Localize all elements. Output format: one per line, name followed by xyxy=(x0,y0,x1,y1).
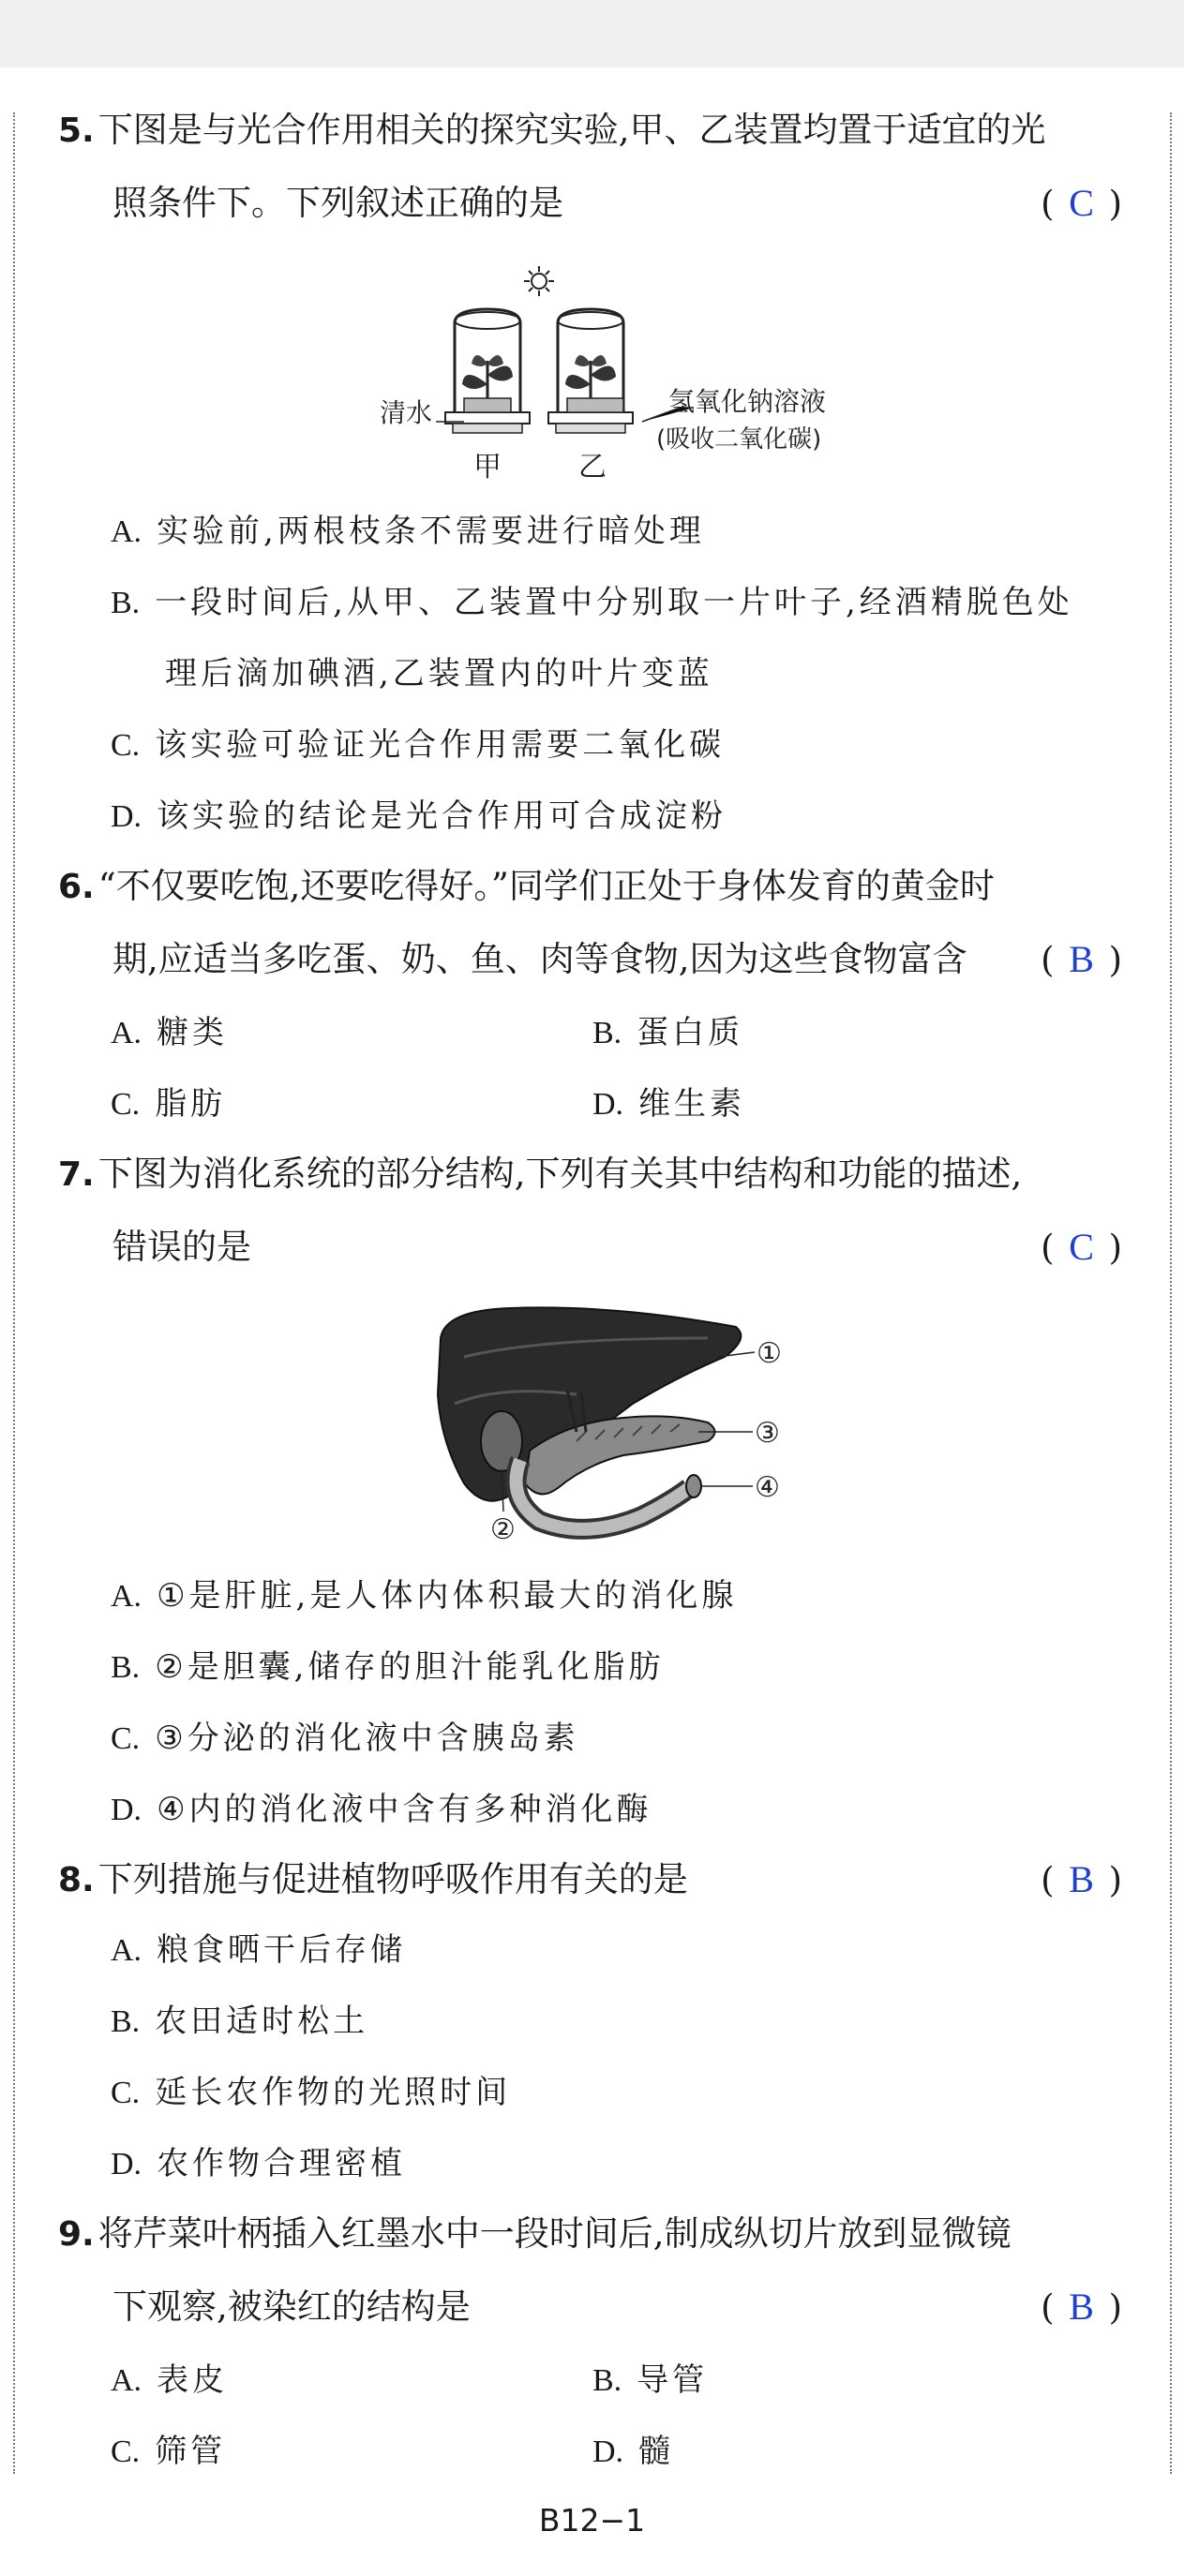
q9-option-b[interactable]: B. 导管 xyxy=(592,2361,709,2399)
answer-letter: C xyxy=(1069,182,1094,224)
answer-bracket: ( B ) xyxy=(1041,1858,1122,1900)
question-6 xyxy=(58,867,1122,979)
photosynthesis-apparatus-figure xyxy=(370,253,858,487)
question-number: 6. xyxy=(58,868,95,906)
question-number: 9. xyxy=(58,2215,95,2254)
question-7-line-2: 错误的是 xyxy=(112,1227,251,1267)
question-number: 5. xyxy=(58,112,95,150)
label-3: ③ xyxy=(755,1417,780,1450)
digestive-system-figure xyxy=(427,1301,820,1544)
question-6-line-2: 期,应适当多吃蛋、奶、鱼、肉等食物,因为这些食物富含 xyxy=(112,939,967,979)
question-6-line-1: 6. “不仅要吃饱,还要吃得好。”同学们正处于身体发育的黄金时 xyxy=(58,866,995,906)
q8-option-b[interactable]: B. 农田适时松土 xyxy=(111,2003,369,2040)
q5-option-b[interactable]: B. 一段时间后,从甲、乙装置中分别取一片叶子,经酒精脱色处 xyxy=(111,584,1073,621)
answer-letter: B xyxy=(1069,2286,1094,2328)
q7-option-a[interactable]: A. ①是肝脏,是人体内体积最大的消化腺 xyxy=(111,1577,738,1615)
q5-option-b-continued: 理后滴加碘酒,乙装置内的叶片变蓝 xyxy=(165,655,713,692)
answer-bracket: ( C ) xyxy=(1041,182,1122,224)
q8-option-d[interactable]: D. 农作物合理密植 xyxy=(111,2145,407,2182)
q7-option-b[interactable]: B. ②是胆囊,储存的胆汁能乳化脂肪 xyxy=(111,1648,665,1686)
question-5-line-2: 照条件下。下列叙述正确的是 xyxy=(112,183,563,223)
answer-letter: B xyxy=(1069,938,1094,980)
jar-b xyxy=(548,309,633,433)
answer-bracket: ( B ) xyxy=(1041,2286,1122,2328)
label-jia: 甲 xyxy=(473,451,502,484)
right-margin-line xyxy=(1170,112,1172,2474)
q8-option-c[interactable]: C. 延长农作物的光照时间 xyxy=(111,2074,512,2111)
question-7 xyxy=(58,1154,1122,1267)
q9-option-d[interactable]: D. 髓 xyxy=(592,2433,675,2470)
q6-option-a[interactable]: A. 糖类 xyxy=(111,1014,229,1051)
question-9-line-1: 9. 将芹菜叶柄插入红墨水中一段时间后,制成纵切片放到显微镜 xyxy=(58,2213,1012,2254)
question-5-line-1: 5. 下图是与光合作用相关的探究实验,甲、乙装置均置于适宜的光 xyxy=(58,110,1046,150)
question-7-line-1: 7. 下图为消化系统的部分结构,下列有关其中结构和功能的描述, xyxy=(58,1154,1023,1194)
question-9-line-2: 下观察,被染红的结构是 xyxy=(112,2286,471,2327)
q8-option-a[interactable]: A. 粮食晒干后存储 xyxy=(111,1931,407,1969)
q5-option-d[interactable]: D. 该实验的结论是光合作用可合成淀粉 xyxy=(111,797,727,835)
q9-option-a[interactable]: A. 表皮 xyxy=(111,2361,229,2399)
label-naoh: 氢氧化钠溶液 xyxy=(668,386,827,417)
q6-option-b[interactable]: B. 蛋白质 xyxy=(592,1014,744,1051)
page-number: B12−1 xyxy=(538,2502,646,2539)
jar-a xyxy=(445,309,530,433)
label-1: ① xyxy=(757,1337,782,1370)
q6-option-d[interactable]: D. 维生素 xyxy=(592,1085,746,1123)
left-margin-line xyxy=(13,112,15,2474)
q9-option-c[interactable]: C. 筛管 xyxy=(111,2433,227,2470)
q7-option-d[interactable]: D. ④内的消化液中含有多种消化酶 xyxy=(111,1791,652,1828)
answer-letter: C xyxy=(1069,1226,1094,1268)
label-absorb-co2: (吸收二氧化碳) xyxy=(656,425,822,454)
label-2: ② xyxy=(490,1513,516,1544)
liver-shape xyxy=(438,1307,741,1500)
question-8-line-1: 8. 下列措施与促进植物呼吸作用有关的是 xyxy=(58,1859,688,1899)
question-number: 8. xyxy=(58,1861,95,1899)
question-9 xyxy=(58,2214,1122,2327)
question-5 xyxy=(58,110,1122,224)
label-water: 清水 xyxy=(380,397,433,428)
answer-bracket: ( C ) xyxy=(1041,1226,1122,1268)
answer-letter: B xyxy=(1069,1858,1094,1900)
answer-bracket: ( B ) xyxy=(1041,938,1122,980)
sun-icon xyxy=(524,266,554,296)
q5-option-a[interactable]: A. 实验前,两根枝条不需要进行暗处理 xyxy=(111,513,705,550)
question-number: 7. xyxy=(58,1155,95,1194)
question-8 xyxy=(58,1860,1122,1907)
top-bar xyxy=(0,0,1184,67)
label-4: ④ xyxy=(755,1471,780,1504)
q5-option-c[interactable]: C. 该实验可验证光合作用需要二氧化碳 xyxy=(111,726,726,764)
q6-option-c[interactable]: C. 脂肪 xyxy=(111,1085,227,1123)
label-yi: 乙 xyxy=(578,451,607,484)
q7-option-c[interactable]: C. ③分泌的消化液中含胰岛素 xyxy=(111,1720,579,1757)
